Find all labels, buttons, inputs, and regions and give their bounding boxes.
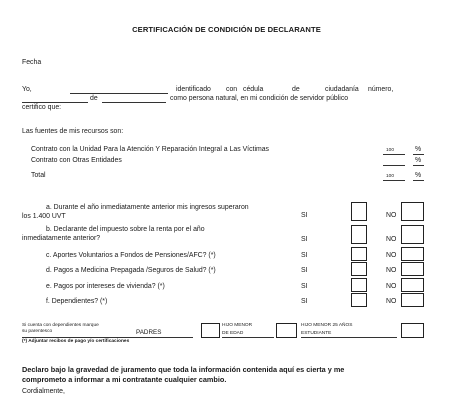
si-checkbox[interactable] — [351, 278, 367, 292]
declaration-line: comprometo a informar a mi contratante cualquier cambio. — [22, 375, 227, 384]
si-label: SI — [301, 252, 308, 259]
no-checkbox[interactable] — [401, 293, 424, 307]
si-checkbox[interactable] — [351, 202, 367, 221]
fuentes-label: Las fuentes de mis recursos son: — [22, 128, 124, 135]
si-checkbox[interactable] — [351, 225, 367, 244]
question-b-line1: b. Declarante del impuesto sobre la renta por el año — [46, 226, 205, 233]
ciudadania-text: ciudadanía — [325, 86, 359, 93]
question-a-line1: a. Durante el año inmediatamente anterior mis ingresos superaron — [46, 204, 249, 211]
cedula-text: cédula — [243, 86, 264, 93]
padres-label: PADRES — [136, 329, 162, 336]
hijo-menor-25-label: HIJO MENOR 25 AÑOS — [301, 323, 353, 328]
fuente-label: Contrato con Otras Entidades — [31, 157, 122, 164]
si-label: SI — [301, 236, 308, 243]
footnote: (*) Adjuntar recibos de pago y/o certificaciones — [22, 339, 130, 344]
fuente-value-line[interactable] — [383, 154, 405, 155]
si-checkbox[interactable] — [351, 293, 367, 307]
numero-text: número, — [368, 86, 394, 93]
fecha-label: Fecha — [22, 59, 42, 66]
percent-line — [413, 154, 424, 155]
question-b-line2: inmediatamente anterior? — [22, 235, 101, 242]
hijo-menor-edad-label: DE EDAD — [222, 331, 244, 336]
fuente-value-line[interactable] — [383, 165, 405, 166]
no-label: NO — [386, 283, 397, 290]
identificado-text: identificado — [176, 86, 211, 93]
total-value: 100 — [386, 174, 395, 179]
no-label: NO — [386, 236, 397, 243]
si-label: SI — [301, 283, 308, 290]
hijo-menor-25-label: ESTUDIANTE — [301, 331, 332, 336]
si-checkbox[interactable] — [351, 247, 367, 261]
cordialmente-text: Cordialmente, — [22, 388, 65, 395]
no-checkbox[interactable] — [401, 247, 424, 261]
question-a-line2: los 1.400 UVT — [22, 213, 66, 220]
name-field[interactable] — [70, 93, 168, 94]
no-label: NO — [386, 212, 397, 219]
padres-checkbox[interactable] — [201, 323, 220, 338]
fuente-label: Contrato con la Unidad Para la Atención Y Reparación Integral a Las Víctimas — [31, 146, 269, 153]
dependents-rule — [22, 337, 193, 338]
de-text: de — [292, 86, 300, 93]
declaration-line: Declaro bajo la gravedad de juramento que toda la información contenida aquí es cierta y me — [22, 365, 345, 374]
certifico-text: certifico que: — [22, 104, 62, 111]
si-label: SI — [301, 212, 308, 219]
hijo-menor-25-checkbox[interactable] — [401, 323, 424, 338]
fuente-value: 100 — [386, 148, 395, 153]
dependents-rule — [301, 337, 397, 338]
dependents-rule — [222, 337, 274, 338]
yo-label: Yo, — [22, 86, 32, 93]
total-label: Total — [31, 172, 46, 179]
no-checkbox[interactable] — [401, 202, 424, 221]
con-text: con — [226, 86, 238, 93]
no-label: NO — [386, 298, 397, 305]
percent-line — [413, 165, 424, 166]
percent-sign: % — [415, 146, 422, 153]
city-field[interactable] — [102, 102, 166, 103]
persona-natural-text: como persona natural, en mi condición de servidor público — [170, 95, 349, 102]
percent-line — [413, 180, 424, 181]
dependents-text: Si cuenta con dependientes marque — [22, 323, 99, 328]
question-c: c. Aportes Voluntarios a Fondos de Pensiones/AFC? (*) — [46, 252, 216, 259]
no-checkbox[interactable] — [401, 278, 424, 292]
question-d: d. Pagos a Medicina Prepagada /Seguros de Salud? (*) — [46, 267, 216, 274]
si-checkbox[interactable] — [351, 262, 367, 276]
dependents-text: su parentesco — [22, 329, 53, 334]
no-checkbox[interactable] — [401, 262, 424, 276]
hijo-menor-edad-label: HIJO MENOR — [222, 323, 253, 328]
no-label: NO — [386, 252, 397, 259]
si-label: SI — [301, 298, 308, 305]
percent-sign: % — [415, 157, 422, 164]
no-checkbox[interactable] — [401, 225, 424, 244]
hijo-menor-edad-checkbox[interactable] — [276, 323, 297, 338]
no-label: NO — [386, 267, 397, 274]
question-e: e. Pagos por intereses de vivienda? (*) — [46, 283, 165, 290]
question-f: f. Dependientes? (*) — [46, 298, 108, 305]
de2-text: de — [90, 95, 98, 102]
total-value-line[interactable] — [383, 180, 405, 181]
si-label: SI — [301, 267, 308, 274]
percent-sign: % — [415, 172, 422, 179]
document-title: CERTIFICACIÓN DE CONDICIÓN DE DECLARANTE — [132, 25, 321, 34]
